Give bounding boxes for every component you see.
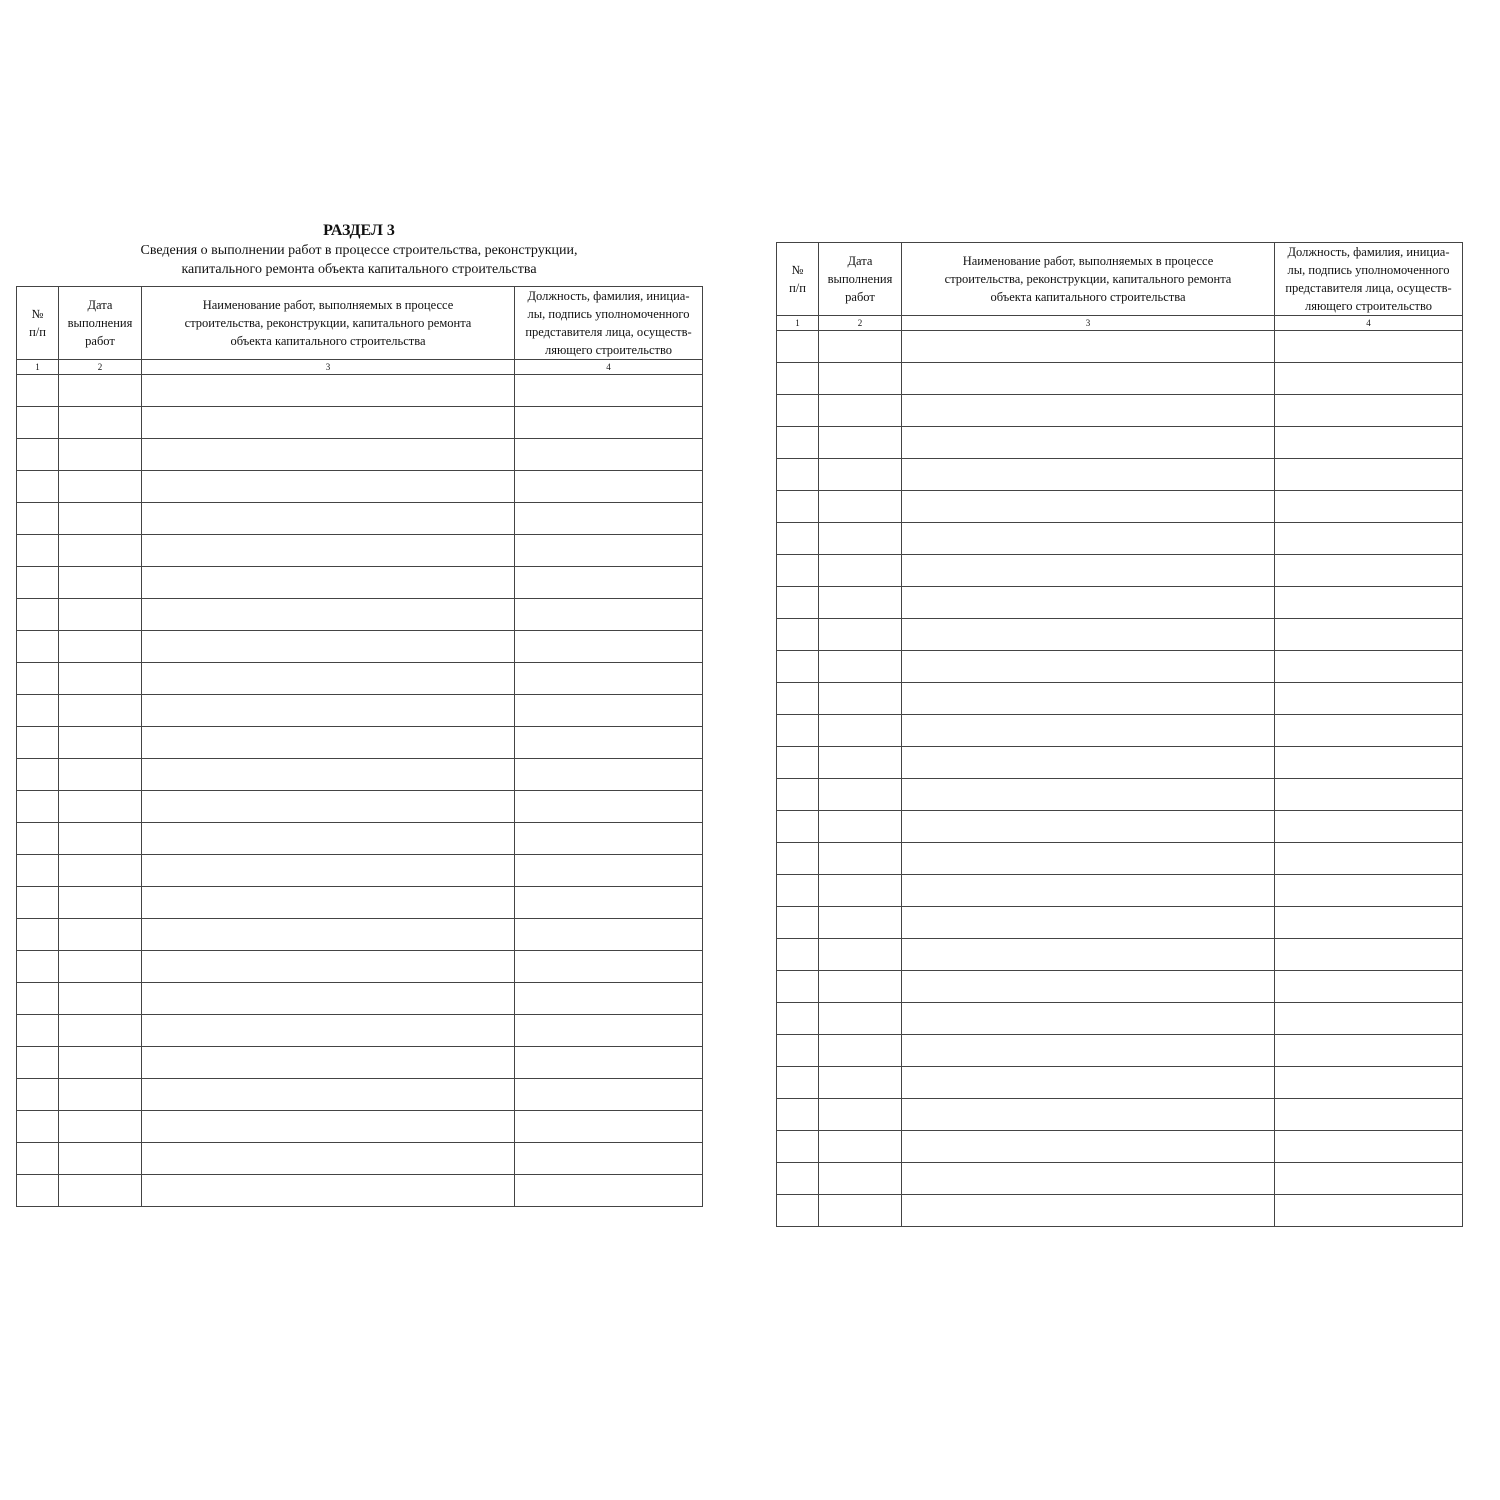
cell-signature[interactable] <box>1275 907 1463 939</box>
cell-num[interactable] <box>17 855 59 887</box>
cell-work-name[interactable] <box>902 331 1275 363</box>
cell-num[interactable] <box>777 1035 819 1067</box>
cell-date[interactable] <box>59 567 142 599</box>
cell-work-name[interactable] <box>142 407 515 439</box>
cell-date[interactable] <box>59 1079 142 1111</box>
cell-date[interactable] <box>819 1131 902 1163</box>
table-row <box>17 631 703 663</box>
column-number-row <box>17 360 703 375</box>
table-row <box>777 1163 1463 1195</box>
cell-date[interactable] <box>59 855 142 887</box>
cell-signature[interactable] <box>515 375 703 407</box>
cell-date[interactable] <box>819 555 902 587</box>
cell-work-name[interactable] <box>142 887 515 919</box>
cell-work-name[interactable] <box>142 1079 515 1111</box>
cell-work-name[interactable] <box>142 855 515 887</box>
table-row <box>777 1035 1463 1067</box>
column-number-row <box>777 316 1463 331</box>
cell-signature[interactable] <box>515 983 703 1015</box>
cell-date[interactable] <box>819 331 902 363</box>
cell-date[interactable] <box>819 587 902 619</box>
table-row <box>777 747 1463 779</box>
cell-num[interactable] <box>777 971 819 1003</box>
cell-num[interactable] <box>777 363 819 395</box>
cell-signature[interactable] <box>515 887 703 919</box>
cell-date[interactable] <box>819 395 902 427</box>
table-row <box>777 363 1463 395</box>
cell-num[interactable] <box>777 811 819 843</box>
column-number: 1 <box>777 316 819 331</box>
cell-work-name[interactable] <box>902 459 1275 491</box>
cell-date[interactable] <box>819 1163 902 1195</box>
cell-work-name[interactable] <box>902 875 1275 907</box>
cell-work-name[interactable] <box>142 1175 515 1207</box>
table-row <box>17 695 703 727</box>
cell-num[interactable] <box>17 503 59 535</box>
cell-work-name[interactable] <box>902 779 1275 811</box>
table-row <box>777 683 1463 715</box>
cell-signature[interactable] <box>515 599 703 631</box>
table-row <box>777 811 1463 843</box>
table-row <box>777 1195 1463 1227</box>
cell-date[interactable] <box>819 651 902 683</box>
table-row <box>17 823 703 855</box>
cell-signature[interactable] <box>1275 651 1463 683</box>
header-date: Дата выполнения работ <box>819 243 902 316</box>
cell-num[interactable] <box>17 375 59 407</box>
cell-work-name[interactable] <box>902 1195 1275 1227</box>
table-row <box>17 663 703 695</box>
cell-work-name[interactable] <box>902 587 1275 619</box>
cell-date[interactable] <box>819 1067 902 1099</box>
table-row <box>777 1131 1463 1163</box>
cell-num[interactable] <box>777 587 819 619</box>
cell-signature[interactable] <box>1275 971 1463 1003</box>
cell-num[interactable] <box>17 759 59 791</box>
cell-date[interactable] <box>819 427 902 459</box>
table-row <box>17 1079 703 1111</box>
cell-signature[interactable] <box>515 663 703 695</box>
table-row <box>17 535 703 567</box>
cell-work-name[interactable] <box>142 567 515 599</box>
column-number: 3 <box>142 360 515 375</box>
cell-work-name[interactable] <box>902 395 1275 427</box>
cell-signature[interactable] <box>1275 715 1463 747</box>
cell-work-name[interactable] <box>902 427 1275 459</box>
column-number: 2 <box>819 316 902 331</box>
cell-work-name[interactable] <box>902 715 1275 747</box>
cell-signature[interactable] <box>1275 843 1463 875</box>
cell-date[interactable] <box>59 919 142 951</box>
cell-num[interactable] <box>777 1003 819 1035</box>
cell-work-name[interactable] <box>142 1047 515 1079</box>
cell-work-name[interactable] <box>142 663 515 695</box>
cell-num[interactable] <box>777 491 819 523</box>
cell-signature[interactable] <box>515 631 703 663</box>
section-subtitle-line-2: капитального ремонта объекта капитального строительства <box>181 262 537 277</box>
cell-signature[interactable] <box>515 919 703 951</box>
header-signature: Должность, фамилия, инициа- лы, подпись уполномоченного представителя лица, осуществ- ляющего строительство <box>1275 243 1463 316</box>
cell-date[interactable] <box>819 811 902 843</box>
cell-signature[interactable] <box>515 407 703 439</box>
cell-num[interactable] <box>17 631 59 663</box>
header-work-name: Наименование работ, выполняемых в процессе строительства, реконструкции, капитального ремонта объекта капитального строительства <box>142 287 515 360</box>
cell-work-name[interactable] <box>142 695 515 727</box>
cell-signature[interactable] <box>1275 555 1463 587</box>
table-row <box>777 715 1463 747</box>
cell-num[interactable] <box>777 683 819 715</box>
cell-num[interactable] <box>17 1175 59 1207</box>
cell-signature[interactable] <box>515 471 703 503</box>
cell-num[interactable] <box>777 651 819 683</box>
cell-signature[interactable] <box>1275 523 1463 555</box>
cell-date[interactable] <box>59 983 142 1015</box>
cell-num[interactable] <box>17 951 59 983</box>
cell-num[interactable] <box>777 747 819 779</box>
cell-date[interactable] <box>59 1111 142 1143</box>
cell-num[interactable] <box>17 1143 59 1175</box>
cell-date[interactable] <box>59 695 142 727</box>
cell-date[interactable] <box>59 1175 142 1207</box>
cell-work-name[interactable] <box>902 1067 1275 1099</box>
table-row <box>17 1143 703 1175</box>
cell-num[interactable] <box>17 823 59 855</box>
cell-signature[interactable] <box>515 855 703 887</box>
cell-signature[interactable] <box>1275 459 1463 491</box>
table-row <box>777 587 1463 619</box>
cell-work-name[interactable] <box>142 791 515 823</box>
cell-work-name[interactable] <box>902 811 1275 843</box>
cell-num[interactable] <box>17 695 59 727</box>
cell-work-name[interactable] <box>902 843 1275 875</box>
table-row <box>17 855 703 887</box>
cell-num[interactable] <box>777 619 819 651</box>
cell-work-name[interactable] <box>142 951 515 983</box>
cell-num[interactable] <box>777 907 819 939</box>
cell-num[interactable] <box>777 843 819 875</box>
cell-signature[interactable] <box>515 727 703 759</box>
cell-date[interactable] <box>819 875 902 907</box>
cell-signature[interactable] <box>1275 811 1463 843</box>
cell-num[interactable] <box>777 459 819 491</box>
table-row <box>17 1047 703 1079</box>
cell-num[interactable] <box>17 791 59 823</box>
header-signature: Должность, фамилия, инициа- лы, подпись уполномоченного представителя лица, осуществ- ляющего строительство <box>515 287 703 360</box>
cell-num[interactable] <box>777 1195 819 1227</box>
section-title: РАЗДЕЛ 3 <box>323 222 395 239</box>
cell-work-name[interactable] <box>142 727 515 759</box>
cell-signature[interactable] <box>1275 395 1463 427</box>
table-row <box>17 887 703 919</box>
table-row <box>777 491 1463 523</box>
cell-signature[interactable] <box>515 1079 703 1111</box>
table-row <box>777 939 1463 971</box>
cell-signature[interactable] <box>515 791 703 823</box>
cell-date[interactable] <box>819 683 902 715</box>
cell-num[interactable] <box>17 1111 59 1143</box>
cell-date[interactable] <box>819 971 902 1003</box>
cell-work-name[interactable] <box>902 971 1275 1003</box>
cell-num[interactable] <box>777 1099 819 1131</box>
cell-work-name[interactable] <box>902 747 1275 779</box>
cell-date[interactable] <box>59 599 142 631</box>
table-row <box>777 427 1463 459</box>
cell-work-name[interactable] <box>902 491 1275 523</box>
cell-num[interactable] <box>17 439 59 471</box>
cell-num[interactable] <box>17 983 59 1015</box>
cell-date[interactable] <box>59 375 142 407</box>
cell-date[interactable] <box>819 939 902 971</box>
cell-signature[interactable] <box>515 535 703 567</box>
cell-signature[interactable] <box>515 439 703 471</box>
cell-num[interactable] <box>777 523 819 555</box>
cell-signature[interactable] <box>1275 1067 1463 1099</box>
cell-work-name[interactable] <box>142 375 515 407</box>
cell-num[interactable] <box>17 663 59 695</box>
cell-date[interactable] <box>819 907 902 939</box>
cell-date[interactable] <box>819 715 902 747</box>
table-row <box>777 523 1463 555</box>
cell-date[interactable] <box>819 1195 902 1227</box>
table-row <box>17 599 703 631</box>
table-row <box>17 759 703 791</box>
cell-signature[interactable] <box>1275 331 1463 363</box>
cell-date[interactable] <box>59 951 142 983</box>
cell-work-name[interactable] <box>902 555 1275 587</box>
cell-signature[interactable] <box>515 759 703 791</box>
cell-work-name[interactable] <box>142 759 515 791</box>
cell-signature[interactable] <box>515 1175 703 1207</box>
cell-num[interactable] <box>777 555 819 587</box>
cell-num[interactable] <box>17 1015 59 1047</box>
cell-work-name[interactable] <box>902 619 1275 651</box>
cell-work-name[interactable] <box>142 983 515 1015</box>
cell-num[interactable] <box>17 887 59 919</box>
cell-work-name[interactable] <box>142 1143 515 1175</box>
table-row <box>17 1015 703 1047</box>
cell-date[interactable] <box>59 471 142 503</box>
cell-work-name[interactable] <box>902 1035 1275 1067</box>
table-row <box>17 407 703 439</box>
cell-num[interactable] <box>777 1163 819 1195</box>
table-row <box>17 1175 703 1207</box>
cell-signature[interactable] <box>515 1015 703 1047</box>
cell-signature[interactable] <box>1275 1035 1463 1067</box>
table-row <box>777 395 1463 427</box>
cell-work-name[interactable] <box>142 631 515 663</box>
cell-date[interactable] <box>819 1035 902 1067</box>
table-row <box>17 1111 703 1143</box>
cell-date[interactable] <box>59 887 142 919</box>
works-table-left-page <box>16 286 703 1207</box>
column-number: 3 <box>902 316 1275 331</box>
cell-work-name[interactable] <box>902 1163 1275 1195</box>
cell-date[interactable] <box>59 823 142 855</box>
table-row <box>777 331 1463 363</box>
cell-date[interactable] <box>59 439 142 471</box>
cell-work-name[interactable] <box>142 1111 515 1143</box>
table-row <box>17 951 703 983</box>
cell-num[interactable] <box>777 875 819 907</box>
cell-num[interactable] <box>17 919 59 951</box>
cell-work-name[interactable] <box>902 523 1275 555</box>
cell-date[interactable] <box>819 1099 902 1131</box>
column-number: 4 <box>515 360 703 375</box>
cell-date[interactable] <box>59 1143 142 1175</box>
cell-num[interactable] <box>17 727 59 759</box>
cell-date[interactable] <box>59 663 142 695</box>
cell-work-name[interactable] <box>142 919 515 951</box>
cell-signature[interactable] <box>515 823 703 855</box>
works-table-right-page <box>776 242 1463 1227</box>
cell-date[interactable] <box>819 779 902 811</box>
cell-num[interactable] <box>777 331 819 363</box>
header-work-name: Наименование работ, выполняемых в процессе строительства, реконструкции, капитального ремонта объекта капитального строительства <box>902 243 1275 316</box>
cell-work-name[interactable] <box>142 1015 515 1047</box>
section-subtitle-line-1: Сведения о выполнении работ в процессе строительства, реконструкции, <box>140 243 578 258</box>
table-row <box>777 1003 1463 1035</box>
table-row <box>777 1067 1463 1099</box>
cell-signature[interactable] <box>1275 1131 1463 1163</box>
cell-num[interactable] <box>17 471 59 503</box>
cell-date[interactable] <box>819 491 902 523</box>
cell-date[interactable] <box>59 631 142 663</box>
cell-work-name[interactable] <box>142 535 515 567</box>
cell-num[interactable] <box>17 599 59 631</box>
cell-signature[interactable] <box>1275 427 1463 459</box>
cell-num[interactable] <box>777 1067 819 1099</box>
header-num: № п/п <box>777 243 819 316</box>
cell-work-name[interactable] <box>142 471 515 503</box>
cell-signature[interactable] <box>1275 491 1463 523</box>
cell-work-name[interactable] <box>902 1003 1275 1035</box>
cell-date[interactable] <box>59 407 142 439</box>
cell-work-name[interactable] <box>902 907 1275 939</box>
cell-work-name[interactable] <box>142 823 515 855</box>
cell-num[interactable] <box>777 395 819 427</box>
table-row <box>17 791 703 823</box>
column-number: 4 <box>1275 316 1463 331</box>
cell-date[interactable] <box>59 1015 142 1047</box>
cell-work-name[interactable] <box>902 363 1275 395</box>
cell-date[interactable] <box>59 503 142 535</box>
cell-num[interactable] <box>777 779 819 811</box>
cell-signature[interactable] <box>1275 747 1463 779</box>
table-row <box>17 439 703 471</box>
cell-signature[interactable] <box>1275 779 1463 811</box>
cell-work-name[interactable] <box>902 939 1275 971</box>
cell-date[interactable] <box>819 459 902 491</box>
table-row <box>17 471 703 503</box>
header-date: Дата выполнения работ <box>59 287 142 360</box>
cell-work-name[interactable] <box>902 1131 1275 1163</box>
cell-num[interactable] <box>17 535 59 567</box>
cell-signature[interactable] <box>515 1111 703 1143</box>
cell-work-name[interactable] <box>902 651 1275 683</box>
cell-signature[interactable] <box>515 695 703 727</box>
table-row <box>777 651 1463 683</box>
cell-signature[interactable] <box>1275 875 1463 907</box>
cell-num[interactable] <box>17 567 59 599</box>
cell-date[interactable] <box>59 1047 142 1079</box>
table-row <box>777 459 1463 491</box>
cell-signature[interactable] <box>515 951 703 983</box>
column-number: 1 <box>17 360 59 375</box>
table-row <box>777 907 1463 939</box>
table-row <box>777 971 1463 1003</box>
cell-signature[interactable] <box>515 1047 703 1079</box>
cell-work-name[interactable] <box>902 1099 1275 1131</box>
cell-date[interactable] <box>59 791 142 823</box>
cell-num[interactable] <box>17 1047 59 1079</box>
cell-num[interactable] <box>17 407 59 439</box>
cell-num[interactable] <box>777 1131 819 1163</box>
table-row <box>17 919 703 951</box>
cell-signature[interactable] <box>1275 619 1463 651</box>
cell-date[interactable] <box>819 363 902 395</box>
cell-date[interactable] <box>819 747 902 779</box>
cell-work-name[interactable] <box>142 439 515 471</box>
cell-date[interactable] <box>819 1003 902 1035</box>
section-heading <box>16 221 702 279</box>
cell-signature[interactable] <box>515 1143 703 1175</box>
cell-date[interactable] <box>59 759 142 791</box>
cell-signature[interactable] <box>1275 363 1463 395</box>
cell-num[interactable] <box>777 715 819 747</box>
cell-work-name[interactable] <box>142 503 515 535</box>
table-header-row <box>777 243 1463 316</box>
cell-date[interactable] <box>819 523 902 555</box>
cell-date[interactable] <box>819 619 902 651</box>
cell-signature[interactable] <box>1275 683 1463 715</box>
cell-signature[interactable] <box>1275 1163 1463 1195</box>
cell-work-name[interactable] <box>142 599 515 631</box>
table-row <box>777 843 1463 875</box>
table-row <box>17 503 703 535</box>
table-row <box>777 555 1463 587</box>
table-row <box>17 567 703 599</box>
cell-work-name[interactable] <box>902 683 1275 715</box>
table-row <box>777 875 1463 907</box>
table-row <box>17 983 703 1015</box>
header-num: № п/п <box>17 287 59 360</box>
cell-date[interactable] <box>59 727 142 759</box>
cell-signature[interactable] <box>1275 939 1463 971</box>
cell-num[interactable] <box>777 939 819 971</box>
column-number: 2 <box>59 360 142 375</box>
cell-num[interactable] <box>777 427 819 459</box>
cell-signature[interactable] <box>1275 1003 1463 1035</box>
cell-signature[interactable] <box>1275 1195 1463 1227</box>
table-row <box>777 619 1463 651</box>
cell-signature[interactable] <box>1275 587 1463 619</box>
cell-num[interactable] <box>17 1079 59 1111</box>
table-row <box>777 779 1463 811</box>
table-row <box>17 727 703 759</box>
table-header-row <box>17 287 703 360</box>
cell-signature[interactable] <box>515 567 703 599</box>
cell-date[interactable] <box>819 843 902 875</box>
cell-date[interactable] <box>59 535 142 567</box>
table-row <box>17 375 703 407</box>
table-row <box>777 1099 1463 1131</box>
cell-signature[interactable] <box>515 503 703 535</box>
cell-signature[interactable] <box>1275 1099 1463 1131</box>
